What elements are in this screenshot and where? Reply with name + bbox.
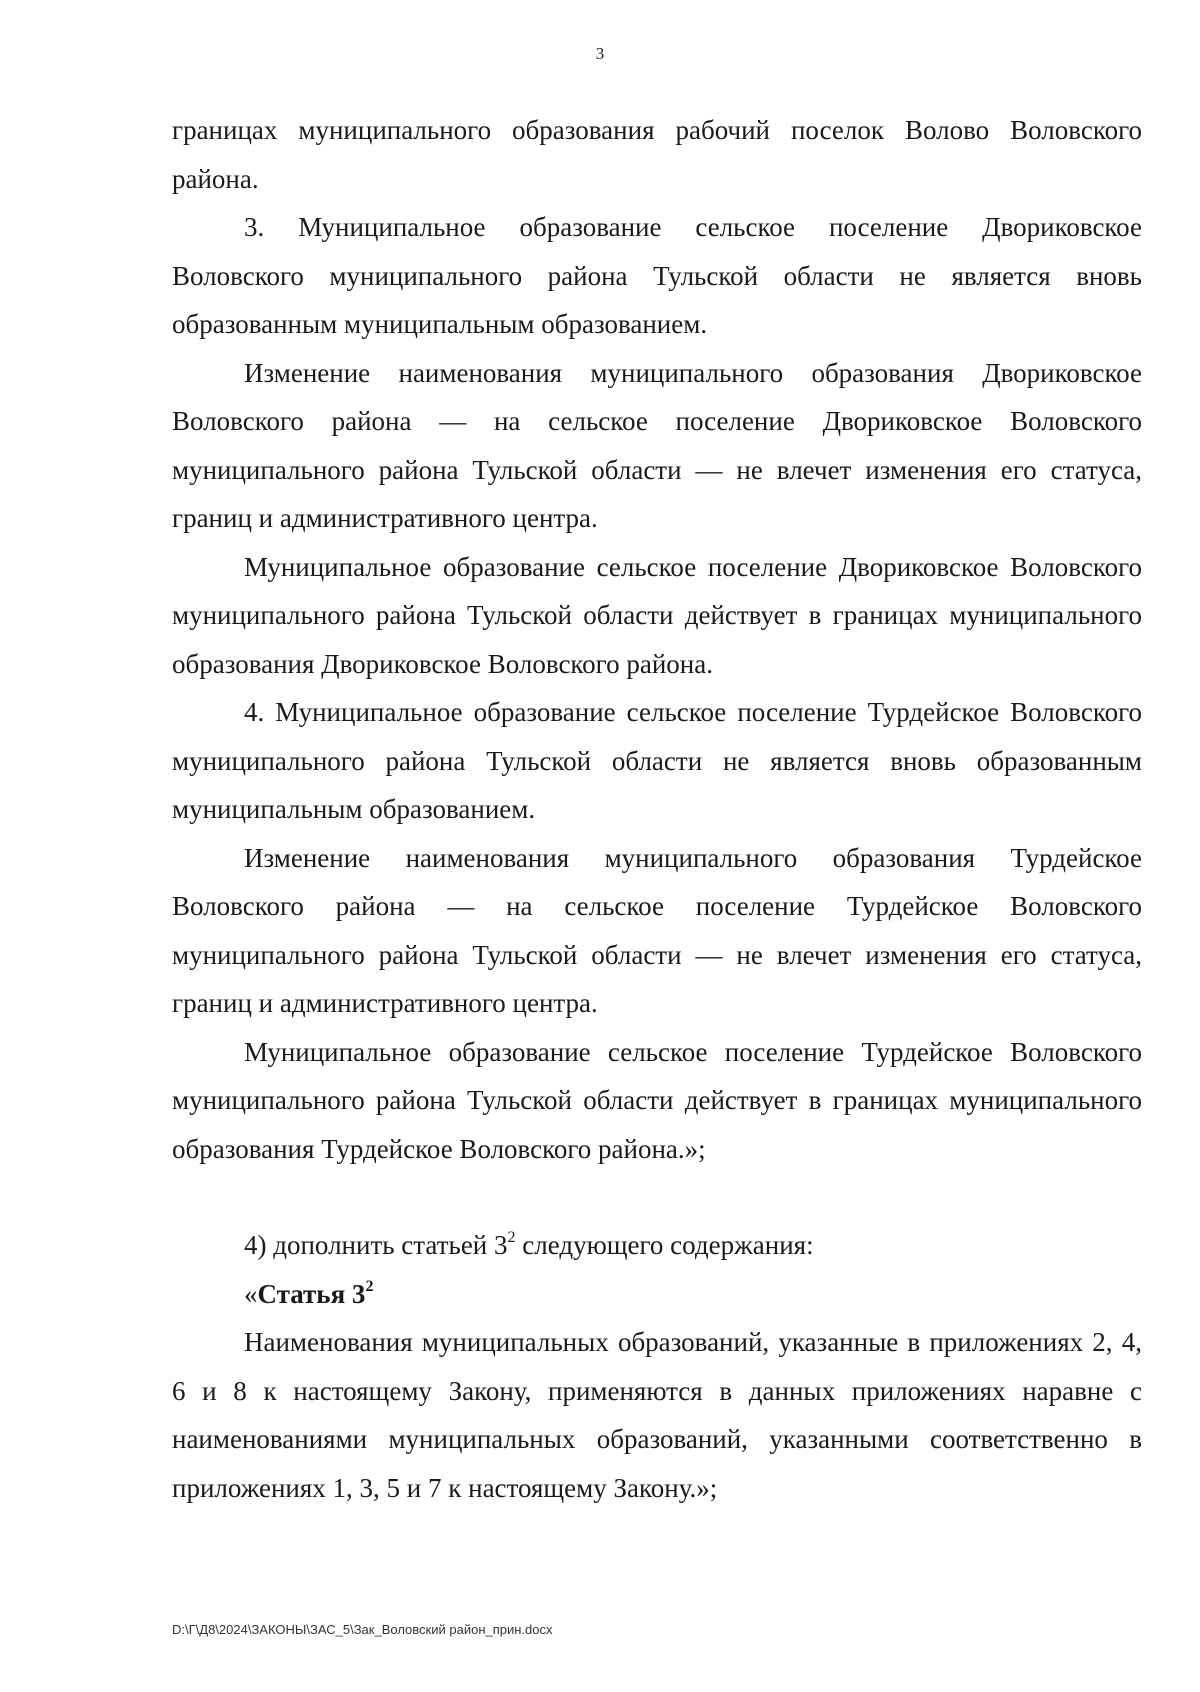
amendment-text-after: следующего содержания: — [515, 1230, 814, 1260]
article-title-superscript: 2 — [365, 1277, 374, 1295]
paragraph-dvorikovskoe-rename: Изменение наименования муниципального образования Двориковское Воловского района — на сельское поселение Двориковское Воловского муниципального района Тульской области — не влечет изменения его статуса, границ и административного центра. — [172, 357, 1142, 533]
footer-file-path: D:\Г\Д8\2024\ЗАКОНЫ\ЗАС_5\Зак_Воловский район_прин.docx — [172, 1622, 553, 1637]
paragraph-turdeyskoe-rename: Изменение наименования муниципального образования Турдейское Воловского района — на сельское поселение Турдейское Воловского муниципального района Тульской области — не влечет изменения его статуса, границ и административного центра. — [172, 842, 1142, 1018]
paragraph-continuation: границах муниципального образования рабочий поселок Волово Воловского района. — [172, 115, 1142, 194]
paragraph-dvorikovskoe-borders: Муниципальное образование сельское поселение Двориковское Воловского муниципального района Тульской области действует в границах муниципального образования Двориковское Воловского района. — [172, 551, 1142, 679]
paragraph-turdeyskoe-borders: Муниципальное образование сельское поселение Турдейское Воловского муниципального района Тульской области действует в границах муниципального образования Турдейское Воловского района.»; — [172, 1036, 1142, 1164]
amendment-text: 4) дополнить статьей 3 — [244, 1230, 508, 1260]
article-open-quote: « — [244, 1278, 258, 1309]
page-number: 3 — [595, 44, 605, 63]
amendment-item-4 — [172, 1221, 1142, 1270]
article-title: Статья 3 — [257, 1278, 366, 1309]
paragraph-item-4: 4. Муниципальное образование сельское поселение Турдейское Воловского муниципального района Тульской области не является вновь образованным муниципальным образованием. — [172, 697, 1142, 824]
article-heading — [172, 1270, 1142, 1319]
paragraph-item-3: 3. Муниципальное образование сельское поселение Двориковское Воловского муниципального района Тульской области не является вновь образованным муниципальным образованием. — [172, 212, 1142, 339]
amendment-superscript: 2 — [507, 1229, 516, 1246]
article-body: Наименования муниципальных образований, указанные в приложениях 2, 4, 6 и 8 к настоящему Закону, применяются в данных приложениях наравне с наименованиями муниципальных образований, указанными соответственно в приложениях 1, 3, 5 и 7 к настоящему Закону.»; — [172, 1327, 1142, 1503]
document-body — [172, 106, 1142, 1512]
